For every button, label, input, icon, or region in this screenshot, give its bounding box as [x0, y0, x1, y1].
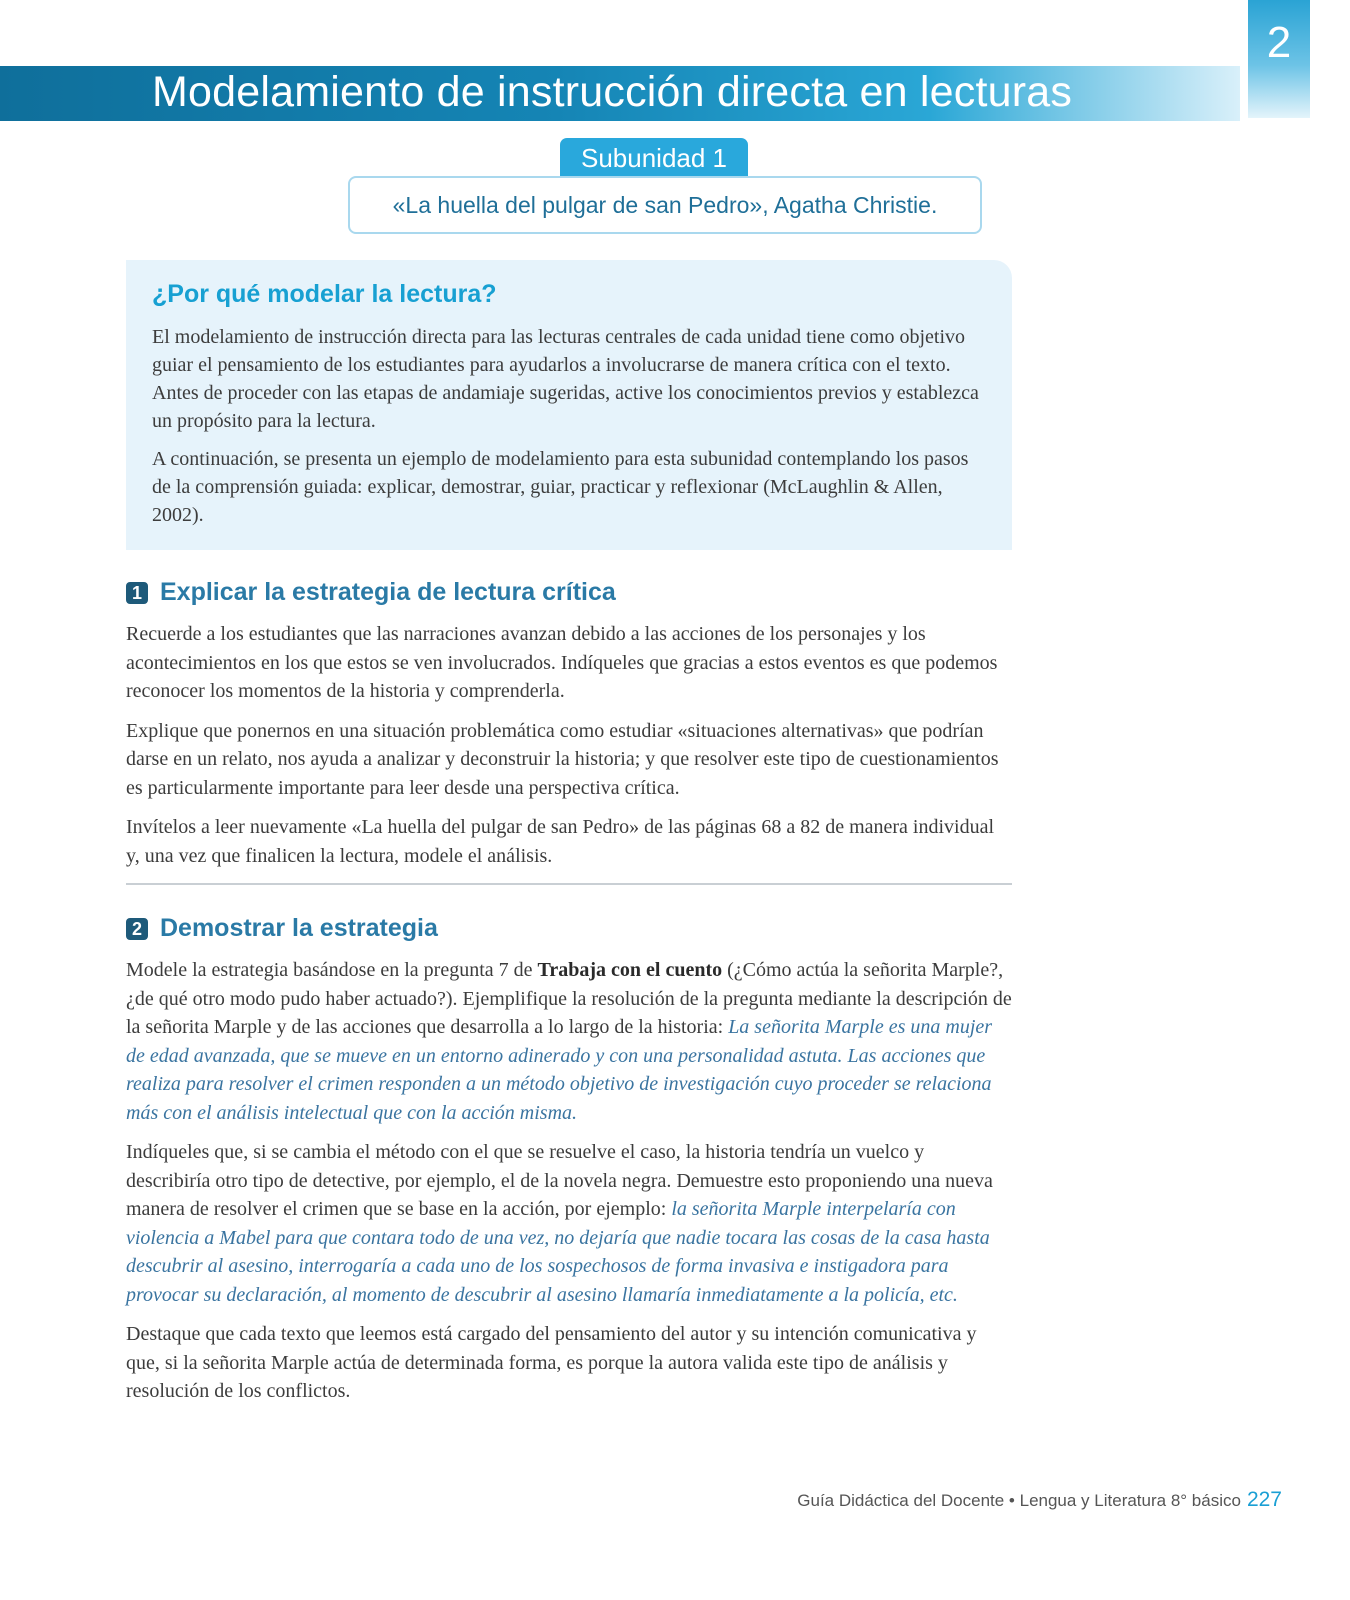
- footer-text: Guía Didáctica del Docente • Lengua y Literatura 8° básico: [797, 1491, 1241, 1510]
- p1-bold-text: Trabaja con el cuento: [537, 959, 723, 981]
- p2-text-a: Indíqueles que, si se cambia el método con el que se resuelve el caso, la historia tendría un vuelco y describiría otro tipo de detective, por ejemplo, el de la novela negra. Demuestre esto proponiendo una nueva manera de resolver el crimen que se base en la acción, por ejemplo:: [126, 1141, 993, 1220]
- section-2-number: 2: [126, 918, 148, 940]
- section-2-paragraph-3: Destaque que cada texto que leemos está cargado del pensamiento del autor y su intención comunicativa y que, si la señorita Marple actúa de determinada forma, es porque la autora valida este tipo de análisis y resolución de los conflictos.: [126, 1323, 977, 1402]
- section-1-heading: Explicar la estrategia de lectura crítica: [160, 578, 616, 606]
- section-1-header: [126, 578, 616, 607]
- reading-title: «La huella del pulgar de san Pedro», Agatha Christie.: [348, 176, 982, 234]
- page-number: 227: [1246, 1488, 1282, 1511]
- chapter-tab: [1248, 0, 1310, 118]
- p1-example-text: La señorita Marple es una mujer de edad avanzada, que se mueve en un entorno adinerado y con una personalidad astuta. Las acciones que realiza para resolver el crimen responden a un método objetivo de investigación cuyo proceder se relaciona más con el análisis intelectual que con la acción misma.: [126, 1016, 993, 1124]
- section-1-number: 1: [126, 582, 148, 604]
- page-title: Modelamiento de instrucción directa en lecturas: [152, 68, 1073, 116]
- p1-text-a: Modele la estrategia basándose en la pregunta 7 de: [126, 959, 538, 981]
- section-2-paragraph-1: [126, 956, 1012, 1127]
- why-model-box: [126, 260, 1012, 550]
- section-divider: [126, 883, 1012, 885]
- p2-example-text: la señorita Marple interpelaría con violencia a Mabel para que contara todo de una vez, no dejaría que nadie tocara las cosas de la casa hasta descubrir al asesino, interrogaría a cada uno de los sospechosos de forma invasiva e instigadora para provocar su declaración, al momento de descubrir al asesino llamaría inmediatamente a la policía, etc.: [126, 1198, 990, 1306]
- why-paragraph-2: A continuación, se presenta un ejemplo de modelamiento para esta subunidad contemplando los pasos de la comprensión guiada: explicar, demostrar, guiar, practicar y reflexionar (McLaughlin & Allen, 2002).: [152, 448, 969, 526]
- why-heading: ¿Por qué modelar la lectura?: [152, 280, 497, 308]
- section-2-heading: Demostrar la estrategia: [160, 914, 438, 942]
- page-footer: [797, 1488, 1282, 1512]
- section-2-header: [126, 914, 438, 943]
- section-1-paragraph-1: Recuerde a los estudiantes que las narraciones avanzan debido a las acciones de los personajes y los acontecimientos en los que estos se ven involucrados. Indíqueles que gracias a estos eventos es que podemos reconocer los momentos de la historia y comprenderla.: [126, 623, 998, 702]
- chapter-number: 2: [1266, 18, 1292, 67]
- why-paragraph-1: El modelamiento de instrucción directa para las lecturas centrales de cada unidad tiene como objetivo guiar el pensamiento de los estudiantes para ayudarlos a involucrarse de manera crítica con el texto. Antes de proceder con las etapas de andamiaje sugeridas, active los conocimientos previos y establezca un propósito para la lectura.: [152, 326, 979, 432]
- p1-text-b: (¿Cómo actúa la señorita Marple?, ¿de qué otro modo pudo haber actuado?). Ejemplifique la resolución de la pregunta mediante la descripción de la señorita Marple y de las acciones que desarrolla a lo largo de la historia:: [126, 959, 1012, 1038]
- subunit-label: Subunidad 1: [560, 138, 748, 178]
- title-banner: [0, 66, 1240, 121]
- section-1-paragraph-2: Explique que ponernos en una situación problemática como estudiar «situaciones alternativas» que podrían darse en un relato, nos ayuda a analizar y deconstruir la historia; y que resolver este tipo de cuestionamientos es particularmente importante para leer desde una perspectiva crítica.: [126, 719, 999, 799]
- section-2-body: [126, 956, 1012, 1417]
- section-1-paragraph-3: Invítelos a leer nuevamente «La huella del pulgar de san Pedro» de las páginas 68 a 82 de manera individual y, una vez que finalicen la lectura, modele el análisis.: [126, 816, 995, 867]
- section-2-paragraph-2: [126, 1138, 1012, 1309]
- section-1-body: [126, 620, 1012, 881]
